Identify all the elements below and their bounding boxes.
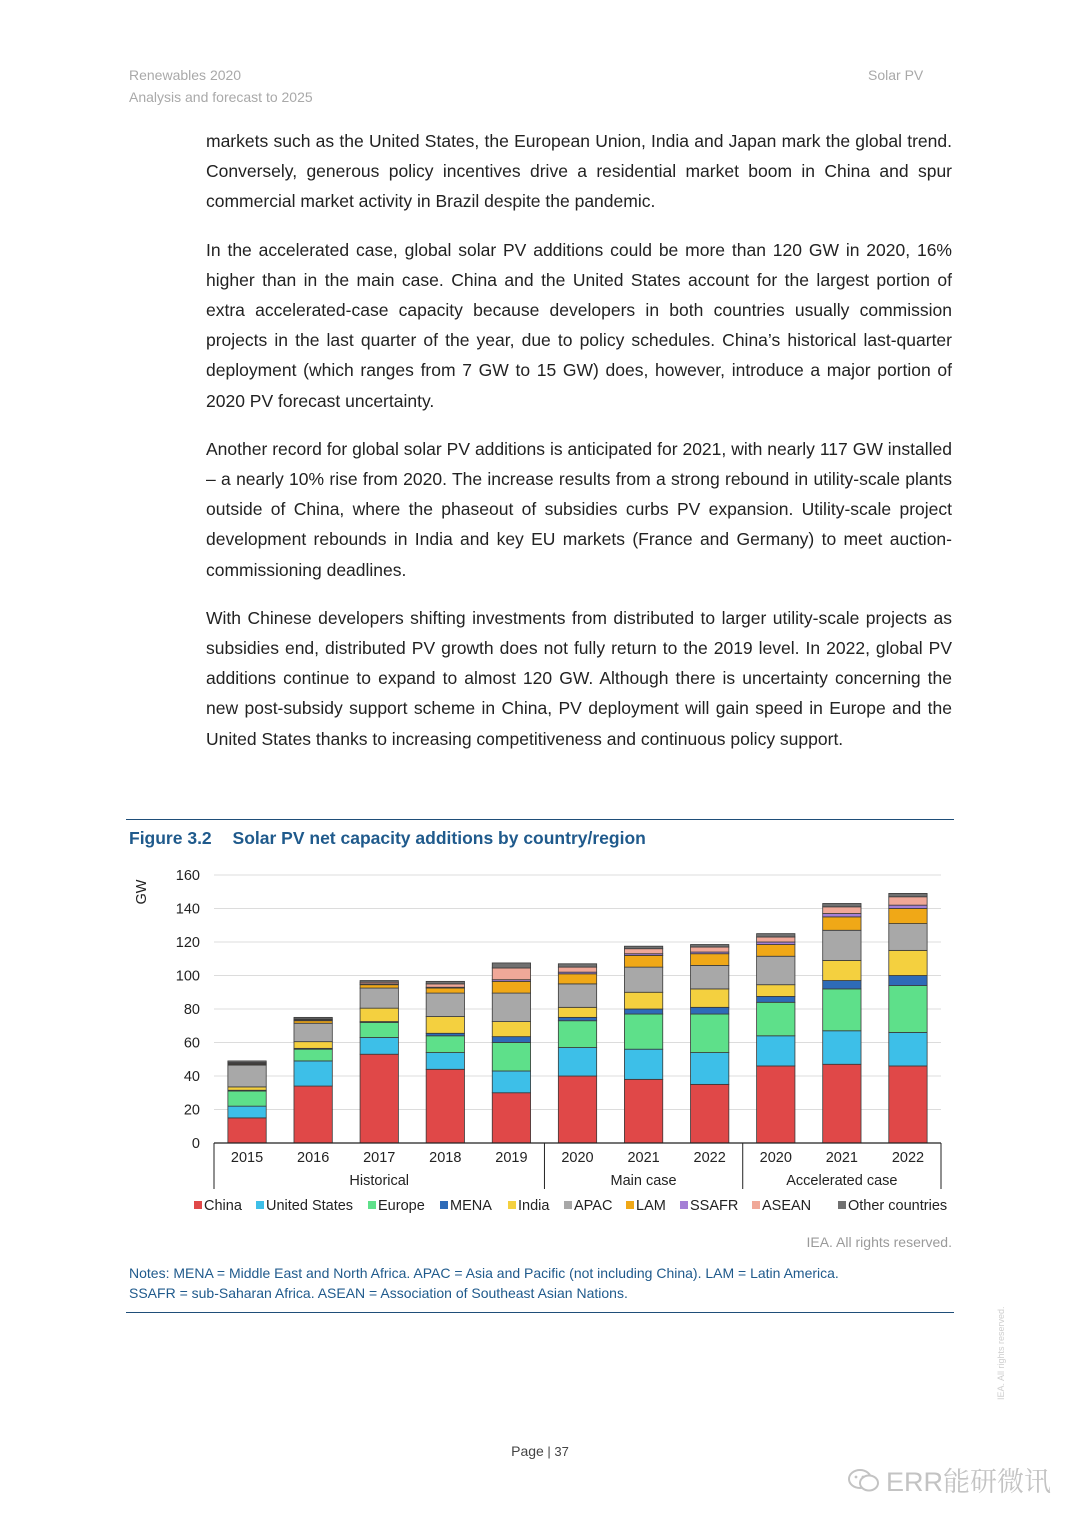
y-tick-label: 140 bbox=[175, 901, 200, 918]
group-label: Historical bbox=[349, 1173, 410, 1189]
figure-title bbox=[129, 828, 646, 849]
bar-segment-united-states bbox=[823, 1031, 861, 1065]
bar-segment-united-states bbox=[426, 1053, 464, 1070]
bar-segment-united-states bbox=[492, 1071, 530, 1093]
bar-segment-china bbox=[558, 1076, 596, 1143]
bar-segment-lam bbox=[360, 985, 398, 988]
bar-segment-other-countries bbox=[360, 981, 398, 983]
bar-segment-other-countries bbox=[889, 893, 927, 896]
bar-segment-india bbox=[691, 989, 729, 1007]
bar-segment-other-countries bbox=[757, 934, 795, 937]
bar-segment-europe bbox=[757, 1002, 795, 1036]
bar-segment-mena bbox=[757, 996, 795, 1002]
bar-segment-china bbox=[823, 1064, 861, 1143]
bar-segment-europe bbox=[558, 1021, 596, 1048]
group-label: Main case bbox=[610, 1173, 677, 1189]
paragraph: markets such as the United States, the European Union, India and Japan mark the global trend. Conversely, generous policy incentives drive a residential market boom in China and spur commercial market activity in Brazil despite the pandemic. bbox=[206, 131, 952, 212]
bar-segment-china bbox=[889, 1066, 927, 1143]
bar-segment-other-countries bbox=[691, 945, 729, 948]
bar-segment-mena bbox=[889, 976, 927, 986]
x-tick-label: 2016 bbox=[297, 1150, 330, 1166]
figure-caption: Solar PV net capacity additions by country/region bbox=[232, 828, 646, 848]
figure-bottom-rule bbox=[126, 1312, 954, 1313]
x-tick-label: 2017 bbox=[363, 1150, 396, 1166]
y-tick-label: 0 bbox=[191, 1136, 200, 1152]
bar-segment-europe bbox=[823, 989, 861, 1031]
chapter-label: Solar PV bbox=[868, 67, 924, 83]
bar-segment-other-countries bbox=[294, 1017, 332, 1019]
page-number: Page | 37 bbox=[511, 1443, 569, 1459]
bar-segment-india bbox=[757, 985, 795, 997]
x-tick-label: 2022 bbox=[891, 1150, 925, 1166]
bar-segment-china bbox=[492, 1093, 530, 1143]
bar-segment-united-states bbox=[624, 1049, 662, 1079]
legend-label: APAC bbox=[574, 1198, 613, 1214]
figure-top-rule bbox=[126, 819, 954, 820]
y-tick-label: 80 bbox=[183, 1002, 200, 1018]
y-axis-label: GW bbox=[134, 879, 150, 905]
report-title: Renewables 2020 bbox=[129, 67, 242, 83]
bar-segment-asean bbox=[558, 967, 596, 972]
side-rights-text: IEA. All rights reserved. bbox=[996, 1306, 1006, 1400]
bar-segment-other-countries bbox=[823, 903, 861, 906]
bar-segment-europe bbox=[492, 1043, 530, 1071]
bar-segment-europe bbox=[360, 1022, 398, 1037]
bar-segment-india bbox=[624, 992, 662, 1009]
legend-label: Other countries bbox=[848, 1198, 948, 1214]
legend-swatch bbox=[440, 1201, 448, 1209]
bar-segment-europe bbox=[294, 1049, 332, 1061]
bar-segment-lam bbox=[757, 945, 795, 957]
y-tick-label: 40 bbox=[183, 1069, 200, 1085]
x-tick-label: 2020 bbox=[561, 1150, 594, 1166]
legend-label: India bbox=[518, 1198, 550, 1214]
notes-line: Notes: MENA = Middle East and North Africa. APAC = Asia and Pacific (not including China). LAM = Latin America. bbox=[129, 1265, 839, 1281]
bar-segment-india bbox=[294, 1042, 332, 1049]
watermark bbox=[848, 1460, 1051, 1499]
legend-swatch bbox=[508, 1201, 516, 1209]
bar-segment-united-states bbox=[757, 1036, 795, 1066]
legend-label: MENA bbox=[450, 1198, 492, 1214]
x-tick-label: 2015 bbox=[230, 1150, 264, 1166]
figure-credit: IEA. All rights reserved. bbox=[806, 1234, 952, 1250]
bar-segment-lam bbox=[823, 917, 861, 930]
bar-segment-apac bbox=[823, 930, 861, 960]
y-tick-label: 120 bbox=[175, 935, 200, 951]
report-subtitle: Analysis and forecast to 2025 bbox=[129, 89, 313, 105]
page-number-value: 37 bbox=[554, 1444, 569, 1459]
y-tick-label: 100 bbox=[175, 968, 200, 985]
page-label: Page bbox=[511, 1443, 544, 1459]
bar-segment-united-states bbox=[360, 1037, 398, 1054]
bar-segment-apac bbox=[426, 993, 464, 1016]
bar-segment-lam bbox=[889, 909, 927, 924]
bar-segment-lam bbox=[558, 974, 596, 984]
bar-segment-europe bbox=[889, 986, 927, 1033]
bar-segment-united-states bbox=[558, 1048, 596, 1076]
bar-segment-china bbox=[691, 1084, 729, 1143]
bar-segment-europe bbox=[426, 1036, 464, 1053]
legend-swatch bbox=[838, 1201, 846, 1209]
x-tick-label: 2018 bbox=[429, 1150, 462, 1166]
x-tick-label: 2021 bbox=[627, 1150, 660, 1166]
legend-swatch bbox=[626, 1201, 634, 1209]
bar-segment-united-states bbox=[691, 1053, 729, 1085]
x-tick-label: 2022 bbox=[693, 1150, 726, 1166]
bar-segment-apac bbox=[757, 956, 795, 984]
bar-segment-other-countries bbox=[228, 1061, 266, 1063]
bar-segment-europe bbox=[624, 1014, 662, 1049]
y-tick-label: 60 bbox=[183, 1035, 200, 1052]
notes-line: SSAFR = sub-Saharan Africa. ASEAN = Association of Southeast Asian Nations. bbox=[129, 1284, 628, 1301]
figure-number: Figure 3.2 bbox=[129, 828, 212, 848]
bar-segment-europe bbox=[228, 1091, 266, 1106]
bar-segment-china bbox=[757, 1066, 795, 1143]
body-text bbox=[206, 126, 952, 772]
legend-label: China bbox=[204, 1198, 242, 1214]
bar-segment-apac bbox=[691, 965, 729, 988]
legend-swatch bbox=[194, 1201, 202, 1209]
bar-segment-ssafr bbox=[823, 914, 861, 917]
paragraph: Another record for global solar PV additions is anticipated for 2021, with nearly 117 GW installed – a nearly 10% rise from 2020. The increase results from a strong rebound in utility-scale plants outside of China, where the phaseout of subsidies curbs PV expansion. Utility-scale project development rebounds in India and key EU markets (France and Germany) to meet auction-commissioning deadlines. bbox=[206, 438, 952, 580]
figure-notes bbox=[129, 1264, 949, 1303]
bar-segment-apac bbox=[889, 924, 927, 951]
bar-segment-apac bbox=[228, 1065, 266, 1087]
x-tick-label: 2021 bbox=[825, 1150, 858, 1166]
bar-segment-china bbox=[294, 1086, 332, 1143]
bar-segment-united-states bbox=[294, 1061, 332, 1086]
bar-segment-asean bbox=[624, 949, 662, 954]
bar-segment-ssafr bbox=[889, 905, 927, 908]
legend-label: LAM bbox=[636, 1198, 666, 1214]
legend-label: SSAFR bbox=[690, 1198, 739, 1214]
paragraph: With Chinese developers shifting investments from distributed to larger utility-scale projects as subsidies end, distributed PV growth does not fully return to the 2019 level. In 2022, global PV additions continue to expand to almost 120 GW. Although there is uncertainty concerning the new post-subsidy support scheme in China, PV deployment will gain speed in Europe and the United States thanks to increasing competitiveness and continuous policy support. bbox=[206, 607, 952, 749]
bar-segment-india bbox=[360, 1008, 398, 1021]
bar-segment-apac bbox=[492, 993, 530, 1021]
legend-label: Europe bbox=[378, 1198, 425, 1214]
watermark-text: ERR能研微讯 bbox=[886, 1467, 1052, 1497]
legend-label: United States bbox=[266, 1198, 354, 1214]
chat-bubble-icon bbox=[848, 1468, 880, 1494]
bar-segment-india bbox=[558, 1007, 596, 1017]
bar-segment-other-countries bbox=[558, 964, 596, 967]
bar-segment-other-countries bbox=[426, 981, 464, 984]
bar-segment-apac bbox=[624, 967, 662, 992]
bar-segment-china bbox=[360, 1054, 398, 1143]
bar-segment-europe bbox=[691, 1014, 729, 1053]
bar-segment-asean bbox=[823, 907, 861, 914]
bar-segment-china bbox=[228, 1118, 266, 1143]
bar-segment-mena bbox=[823, 981, 861, 989]
bar-segment-china bbox=[426, 1069, 464, 1143]
legend-swatch bbox=[752, 1201, 760, 1209]
stacked-bar-chart bbox=[126, 860, 956, 1220]
legend-swatch bbox=[564, 1201, 572, 1209]
bar-segment-india bbox=[889, 950, 927, 975]
x-tick-label: 2020 bbox=[759, 1150, 792, 1166]
bar-segment-lam bbox=[492, 981, 530, 993]
bar-segment-mena bbox=[624, 1009, 662, 1014]
bar-segment-asean bbox=[691, 947, 729, 952]
bar-segment-apac bbox=[360, 988, 398, 1008]
bar-segment-india bbox=[823, 960, 861, 980]
y-tick-label: 160 bbox=[175, 868, 200, 884]
x-tick-label: 2019 bbox=[495, 1150, 528, 1166]
bar-segment-mena bbox=[691, 1007, 729, 1014]
bar-segment-asean bbox=[426, 984, 464, 987]
paragraph: In the accelerated case, global solar PV additions could be more than 120 GW in 2020, 16% higher than in the main case. China and the United States account for the largest portion of extra accelerated-case capacity because developers in both countries usually commission projects in the last quarter of the year, due to policy schedules. China’s historical last-quarter deployment (which ranges from 7 GW to 15 GW) does, however, introduce a major portion of 2020 PV forecast uncertainty. bbox=[206, 239, 952, 411]
bar-segment-apac bbox=[558, 984, 596, 1007]
bar-segment-india bbox=[492, 1022, 530, 1037]
y-tick-label: 20 bbox=[183, 1102, 200, 1119]
report-header bbox=[129, 64, 313, 108]
bar-segment-mena bbox=[492, 1037, 530, 1043]
bar-segment-asean bbox=[757, 937, 795, 942]
legend-label: ASEAN bbox=[762, 1198, 812, 1214]
bar-segment-india bbox=[426, 1017, 464, 1034]
bar-segment-asean bbox=[492, 968, 530, 980]
bar-segment-united-states bbox=[889, 1032, 927, 1066]
bar-segment-united-states bbox=[228, 1106, 266, 1118]
group-label: Accelerated case bbox=[786, 1173, 898, 1189]
bar-segment-other-countries bbox=[492, 963, 530, 968]
bar-segment-apac bbox=[294, 1023, 332, 1041]
bar-segment-india bbox=[228, 1087, 266, 1090]
bar-segment-china bbox=[624, 1079, 662, 1143]
bar-segment-lam bbox=[426, 988, 464, 993]
bar-segment-lam bbox=[624, 955, 662, 967]
bar-segment-asean bbox=[889, 897, 927, 905]
bar-segment-other-countries bbox=[624, 946, 662, 949]
legend-swatch bbox=[680, 1201, 688, 1209]
legend-swatch bbox=[368, 1201, 376, 1209]
legend-swatch bbox=[256, 1201, 264, 1209]
bar-segment-lam bbox=[691, 954, 729, 966]
bar-segment-mena bbox=[558, 1017, 596, 1020]
